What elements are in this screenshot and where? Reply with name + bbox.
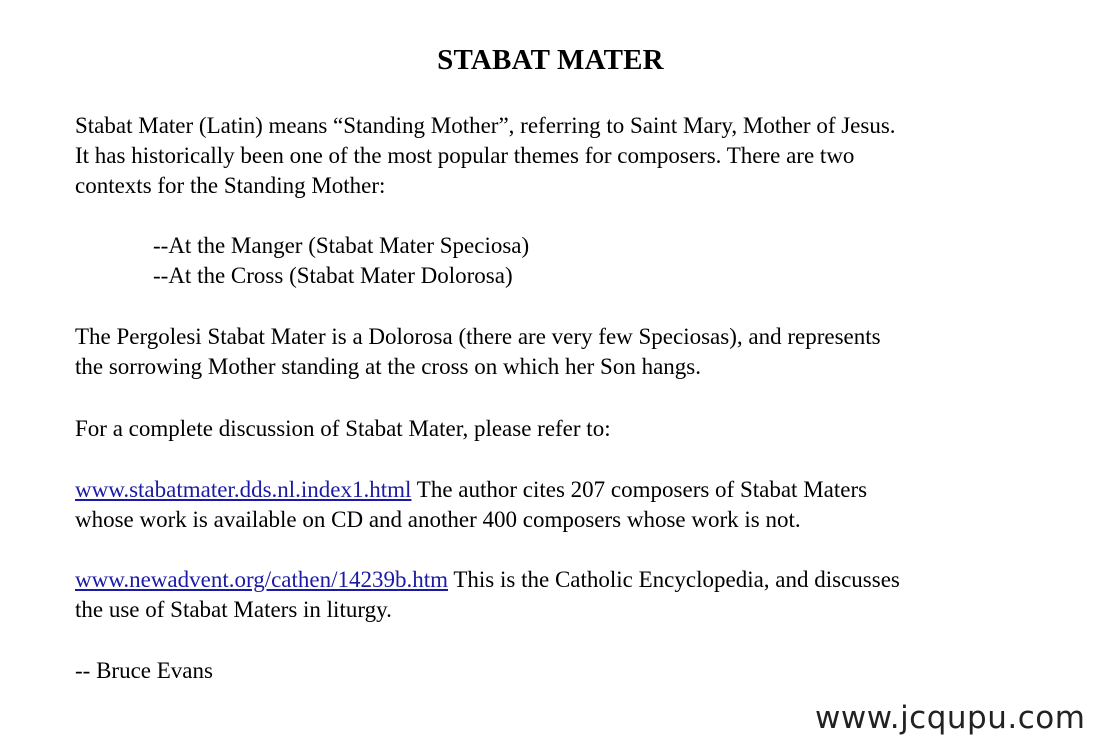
pergolesi-line-2: the sorrowing Mother standing at the cross on which her Son hangs. [75,354,702,379]
context-manger: --At the Manger (Stabat Mater Speciosa) [153,233,530,258]
newadvent-link[interactable]: www.newadvent.org/cathen/14239b.htm [75,567,449,592]
stabatmater-link[interactable]: www.stabatmater.dds.nl.index1.html [75,477,412,502]
intro-line-3: contexts for the Standing Mother: [75,173,386,198]
reference-1-text-line-2: whose work is available on CD and another 400 composers whose work is not. [75,507,801,532]
contexts-list [153,231,1101,291]
context-cross: --At the Cross (Stabat Mater Dolorosa) [153,263,513,288]
reference-newadvent [75,565,1065,625]
intro-line-2: It has historically been one of the most popular themes for composers. There are two [75,143,855,168]
reference-stabatmater [75,475,1065,535]
pergolesi-line-1: The Pergolesi Stabat Mater is a Dolorosa (there are very few Speciosas), and represents [75,324,881,349]
refer-paragraph: For a complete discussion of Stabat Mater, please refer to: [75,416,611,441]
intro-line-1: Stabat Mater (Latin) means “Standing Mother”, referring to Saint Mary, Mother of Jesus. [75,113,896,138]
reference-2-text-line-2: the use of Stabat Maters in liturgy. [75,597,392,622]
reference-2-text-line-1: This is the Catholic Encyclopedia, and discusses [448,567,900,592]
pergolesi-paragraph [75,322,1065,382]
signature: -- Bruce Evans [75,658,213,683]
document-title: STABAT MATER [437,44,664,76]
watermark: www.jcqupu.com [815,700,1086,736]
intro-paragraph [75,111,1065,201]
reference-1-text-line-1: The author cites 207 composers of Stabat Maters [411,477,868,502]
